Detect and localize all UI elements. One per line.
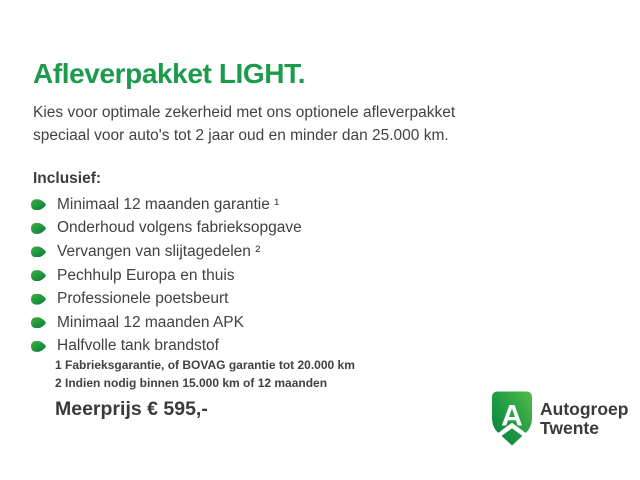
leaf-bullet-icon — [31, 317, 46, 328]
subtitle-line-2: speciaal voor auto's tot 2 jaar oud en minder dan 25.000 km. — [33, 127, 449, 144]
logo-letter: A — [501, 399, 523, 433]
shield-logo-icon — [492, 391, 532, 446]
list-item-label: Pechhulp Europa en thuis — [57, 266, 235, 284]
benefits-list — [31, 193, 302, 358]
logo-name — [540, 400, 628, 438]
leaf-bullet-icon — [31, 294, 46, 305]
list-item-label: Minimaal 12 maanden garantie ¹ — [57, 195, 280, 213]
list-item — [31, 264, 302, 288]
included-heading: Inclusief: — [33, 170, 102, 187]
footnote-1: 1 Fabrieksgarantie, of BOVAG garantie tot 20.000 km — [55, 358, 355, 372]
list-item — [31, 217, 302, 241]
logo-name-line2: Twente — [540, 417, 599, 438]
subtitle-line-1: Kies voor optimale zekerheid met ons optionele afleverpakket — [33, 104, 456, 121]
list-item-label: Vervangen van slijtagedelen ² — [57, 242, 261, 260]
list-item-label: Professionele poetsbeurt — [57, 290, 229, 308]
list-item — [31, 335, 302, 359]
leaf-bullet-icon — [31, 199, 46, 210]
footnotes — [55, 356, 355, 392]
leaf-bullet-icon — [31, 341, 46, 352]
price-text: Meerprijs € 595,- — [55, 398, 208, 420]
list-item — [31, 193, 302, 217]
leaf-bullet-icon — [31, 223, 46, 234]
subtitle — [33, 101, 455, 147]
list-item-label: Halfvolle tank brandstof — [57, 337, 219, 355]
footnote-2: 2 Indien nodig binnen 15.000 km of 12 maanden — [55, 376, 328, 390]
logo — [492, 391, 628, 446]
list-item — [31, 311, 302, 335]
list-item — [31, 240, 302, 264]
leaf-bullet-icon — [31, 270, 46, 281]
leaf-bullet-icon — [31, 246, 46, 257]
page-title: Afleverpakket LIGHT. — [33, 58, 306, 89]
list-item — [31, 287, 302, 311]
list-item-label: Minimaal 12 maanden APK — [57, 313, 244, 331]
logo-name-line1: Autogroep — [540, 398, 629, 419]
list-item-label: Onderhoud volgens fabrieksopgave — [57, 219, 302, 237]
